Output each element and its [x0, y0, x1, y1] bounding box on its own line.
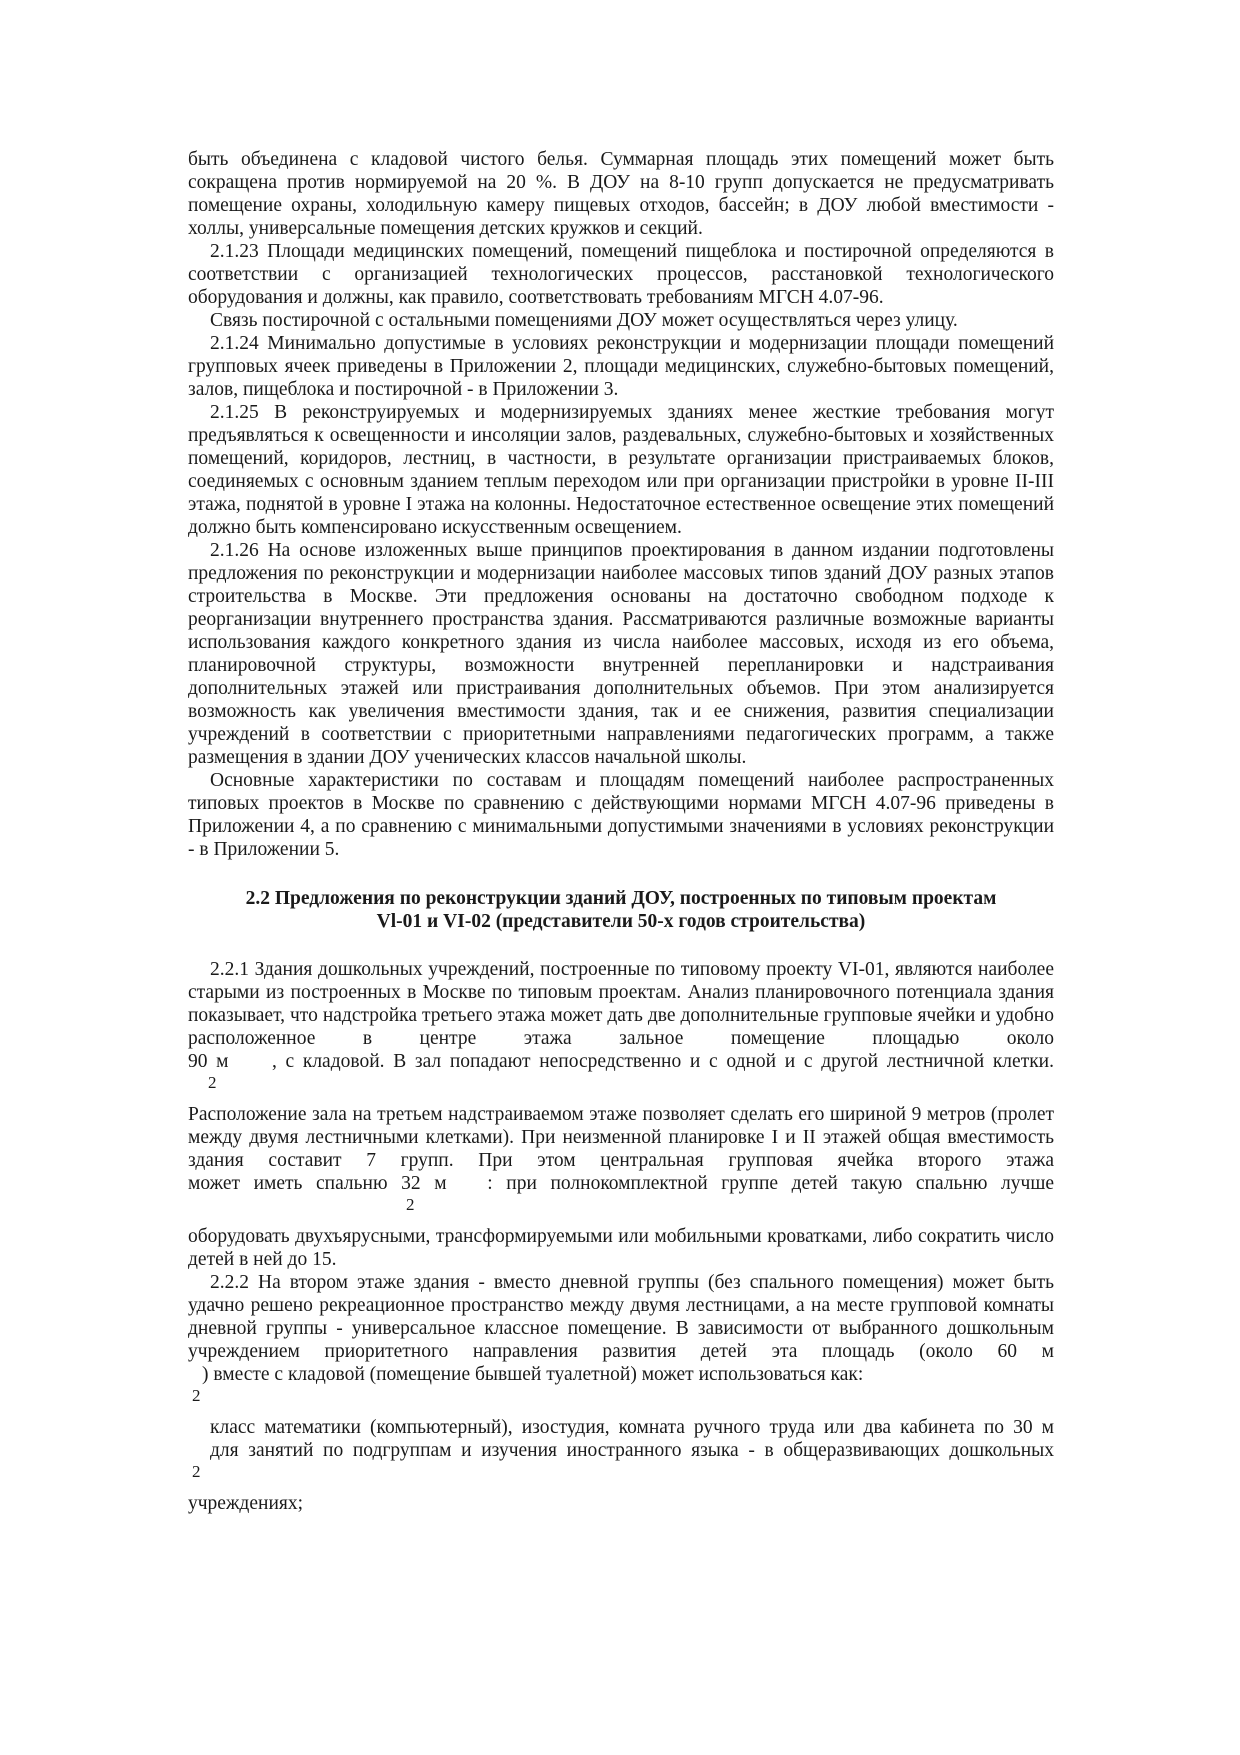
- list-item-math-class: [188, 1416, 1054, 1462]
- paragraph-2-2-2: 2.2.2 На втором этаже здания - вместо дневной группы (без спального помещения) может быть удачно решено рекреационное пространство между двумя лестницами, а на месте групповой комнаты дневной группы - универсальное классное помещение. В зависимости от выбранного дошкольным учреждением приоритетного направления развития детей эта площадь (около 60 м: [188, 1272, 1054, 1362]
- superscript-2-c: 2: [192, 1386, 201, 1405]
- paragraph-hall-location-line: может иметь спальню 32 м : при полнокомплектной группе детей такую спальню лучше: [188, 1173, 1054, 1194]
- paragraph-2-2-1: 2.2.1 Здания дошкольных учреждений, построенные по типовому проекту VI-01, являются наиболее старыми из построенных в Москве по типовым проектам. Анализ планировочного потенциала здания показывает, что надстройка третьего этажа может дать две дополнительные групповые ячейки и удобно расположенное в центре этажа зальное помещение площадью около: [188, 959, 1054, 1049]
- paragraph-2-2-2-line: ) вместе с кладовой (помещение бывшей туалетной) может использоваться как:: [202, 1364, 864, 1385]
- paragraph-2-1-26: 2.1.26 На основе изложенных выше принципов проектирования в данном издании подготовлены предложения по реконструкции и модернизации наиболее массовых типов зданий ДОУ разных этапов строительства в Москве. Эти предложения основаны на достаточно свободном подходе к реорганизации внутреннего пространства здания. Рассматриваются различные возможные варианты использования каждого конкретного здания из числа наиболее массовых, исходя из его объема, планировочной структуры, возможности внутренней перепланировки и надстраивания дополнительных этажей или пристраивания дополнительных объемов. При этом анализируется возможность как увеличения вместимости здания, так и ее снижения, развития специализации учреждений в соответствии с приоритетными направлениями педагогических программ, а также размещения в здании ДОУ ученических классов начальной школы.: [188, 540, 1054, 768]
- list-item-line-1: класс математики (компьютерный), изостудия, комната ручного труда или два кабинета по 30 м: [210, 1417, 1054, 1438]
- paragraph-2-1-23: 2.1.23 Площади медицинских помещений, помещений пищеблока и постирочной определяются в соответствии с организацией технологических процессов, расстановкой технологического оборудования и должны, как правило, соответствовать требованиям МГСН 4.07-96.: [188, 241, 1054, 308]
- superscript-2-d: 2: [192, 1462, 201, 1481]
- superscript-2-b: 2: [406, 1195, 415, 1214]
- paragraph-beds: оборудовать двухъярусными, трансформируемыми или мобильными кроватками, либо сократить число детей в ней до 15.: [188, 1226, 1054, 1270]
- list-item-end: учреждениях;: [188, 1493, 304, 1514]
- paragraph-2-1-24: 2.1.24 Минимально допустимые в условиях реконструкции и модернизации площади помещений групповых ячеек приведены в Приложении 2, площади медицинских, служебно-бытовых помещений, залов, пищеблока и постирочной - в Приложении 3.: [188, 333, 1054, 400]
- paragraph-2-2-1-line: 90 м , с кладовой. В зал попадают непосредственно и с одной и с другой лестничной клетки.: [188, 1051, 1054, 1072]
- paragraph-characteristics: Основные характеристики по составам и площадям помещений наиболее распространенных типовых проектов в Москве по сравнению с действующими нормами МГСН 4.07-96 приведены в Приложении 4, а по сравнению с минимальными допустимыми значениями в условиях реконструкции - в Приложении 5.: [188, 770, 1054, 860]
- list-item-line-2: для занятий по подгруппам и изучения иностранного языка - в общеразвивающих дошкольных: [210, 1440, 1054, 1461]
- superscript-2-a: 2: [208, 1073, 217, 1092]
- heading-line-2: Vl-01 и VI-02 (представители 50-х годов строительства): [376, 911, 866, 932]
- paragraph-connection: Связь постирочной с остальными помещениями ДОУ может осуществляться через улицу.: [210, 310, 958, 331]
- heading-line-1: 2.2 Предложения по реконструкции зданий ДОУ, построенных по типовым проектам: [245, 888, 997, 909]
- paragraph-hall-location: Расположение зала на третьем надстраиваемом этаже позволяет сделать его шириной 9 метров (пролет между двумя лестничными клетками). При неизменной планировке I и II этажей общая вместимость здания составит 7 групп. При этом центральная групповая ячейка второго этажа: [188, 1104, 1054, 1171]
- document-page: [188, 148, 1054, 1515]
- paragraph-intro: быть объединена с кладовой чистого белья. Суммарная площадь этих помещений может быть сокращена против нормируемой на 20 %. В ДОУ на 8-10 групп допускается не предусматривать помещение охраны, холодильную камеру пищевых отходов, бассейн; в ДОУ любой вместимости - холлы, универсальные помещения детских кружков и секций.: [188, 149, 1054, 239]
- paragraph-2-1-25: 2.1.25 В реконструируемых и модернизируемых зданиях менее жесткие требования могут предъявляться к освещенности и инсоляции залов, раздевальных, служебно-бытовых и хозяйственных помещений, коридоров, лестниц, в частности, в результате организации пристраиваемых блоков, соединяемых с основным зданием теплым переходом или при организации пристройки в уровне II-III этажа, поднятой в уровне I этажа на колонны. Недостаточное естественное освещение этих помещений должно быть компенсировано искусственным освещением.: [188, 402, 1054, 538]
- section-heading: [188, 887, 1054, 933]
